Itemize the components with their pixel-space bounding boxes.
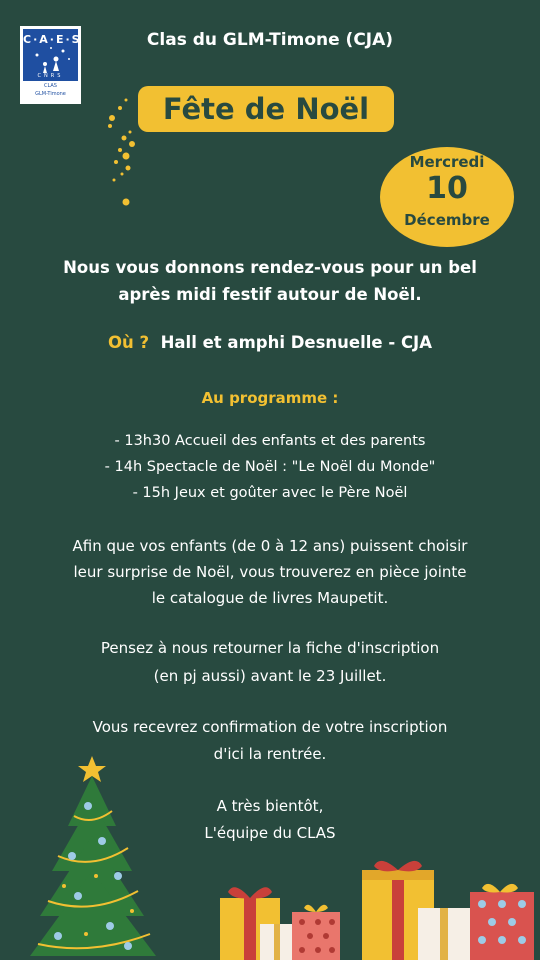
christmas-tree-icon [28,756,166,960]
logo-line-1: CLAS [44,83,57,89]
location-label: Où ? [108,333,150,352]
registration-paragraph [0,634,540,690]
gift-boxes-icon [214,880,344,960]
program-item: - 13h30 Accueil des enfants et des parents [114,433,426,449]
signoff-line: L'équipe du CLAS [204,824,336,842]
confirmation-line: Vous recevrez confirmation de votre inscription [92,718,448,736]
date-badge [380,147,514,247]
registration-line: (en pj aussi) avant le 23 Juillet. [153,667,387,685]
caes-logo [20,26,81,104]
event-title: Fête de Noël [138,86,394,132]
gift-stack-icon [360,854,536,960]
catalogue-line: Afin que vos enfants (de 0 à 12 ans) puissent choisir [72,537,468,555]
location-value: Hall et amphi Desnuelle - CJA [160,333,432,352]
header-title: Clas du GLM-Timone (CJA) [146,30,394,50]
logo-cnrs-text: CNRS [37,73,64,79]
logo-caes-text: C·A·E·S [23,33,82,46]
intro-line: Nous vous donnons rendez-vous pour un bel [63,258,477,277]
program-title: Au programme : [201,389,339,407]
date-day: 10 [426,171,468,206]
intro-line: après midi festif autour de Noël. [118,285,422,304]
catalogue-line: leur surprise de Noël, vous trouverez en pièce jointe [73,563,467,581]
date-month: Décembre [404,211,490,229]
confirmation-line: d'ici la rentrée. [213,745,327,763]
location-line [0,333,540,352]
date-weekday: Mercredi [409,153,485,171]
program-item: - 15h Jeux et goûter avec le Père Noël [132,485,408,501]
program-list [0,428,540,506]
program-item: - 14h Spectacle de Noël : "Le Noël du Monde" [104,459,436,475]
signoff-line: A très bientôt, [216,797,324,815]
catalogue-line: le catalogue de livres Maupetit. [151,589,389,607]
catalogue-paragraph [0,533,540,611]
logo-line-2: GLM-Timone [35,91,66,97]
intro-text [0,254,540,308]
registration-line: Pensez à nous retourner la fiche d'inscription [100,639,440,657]
logo-emblem [23,29,82,81]
